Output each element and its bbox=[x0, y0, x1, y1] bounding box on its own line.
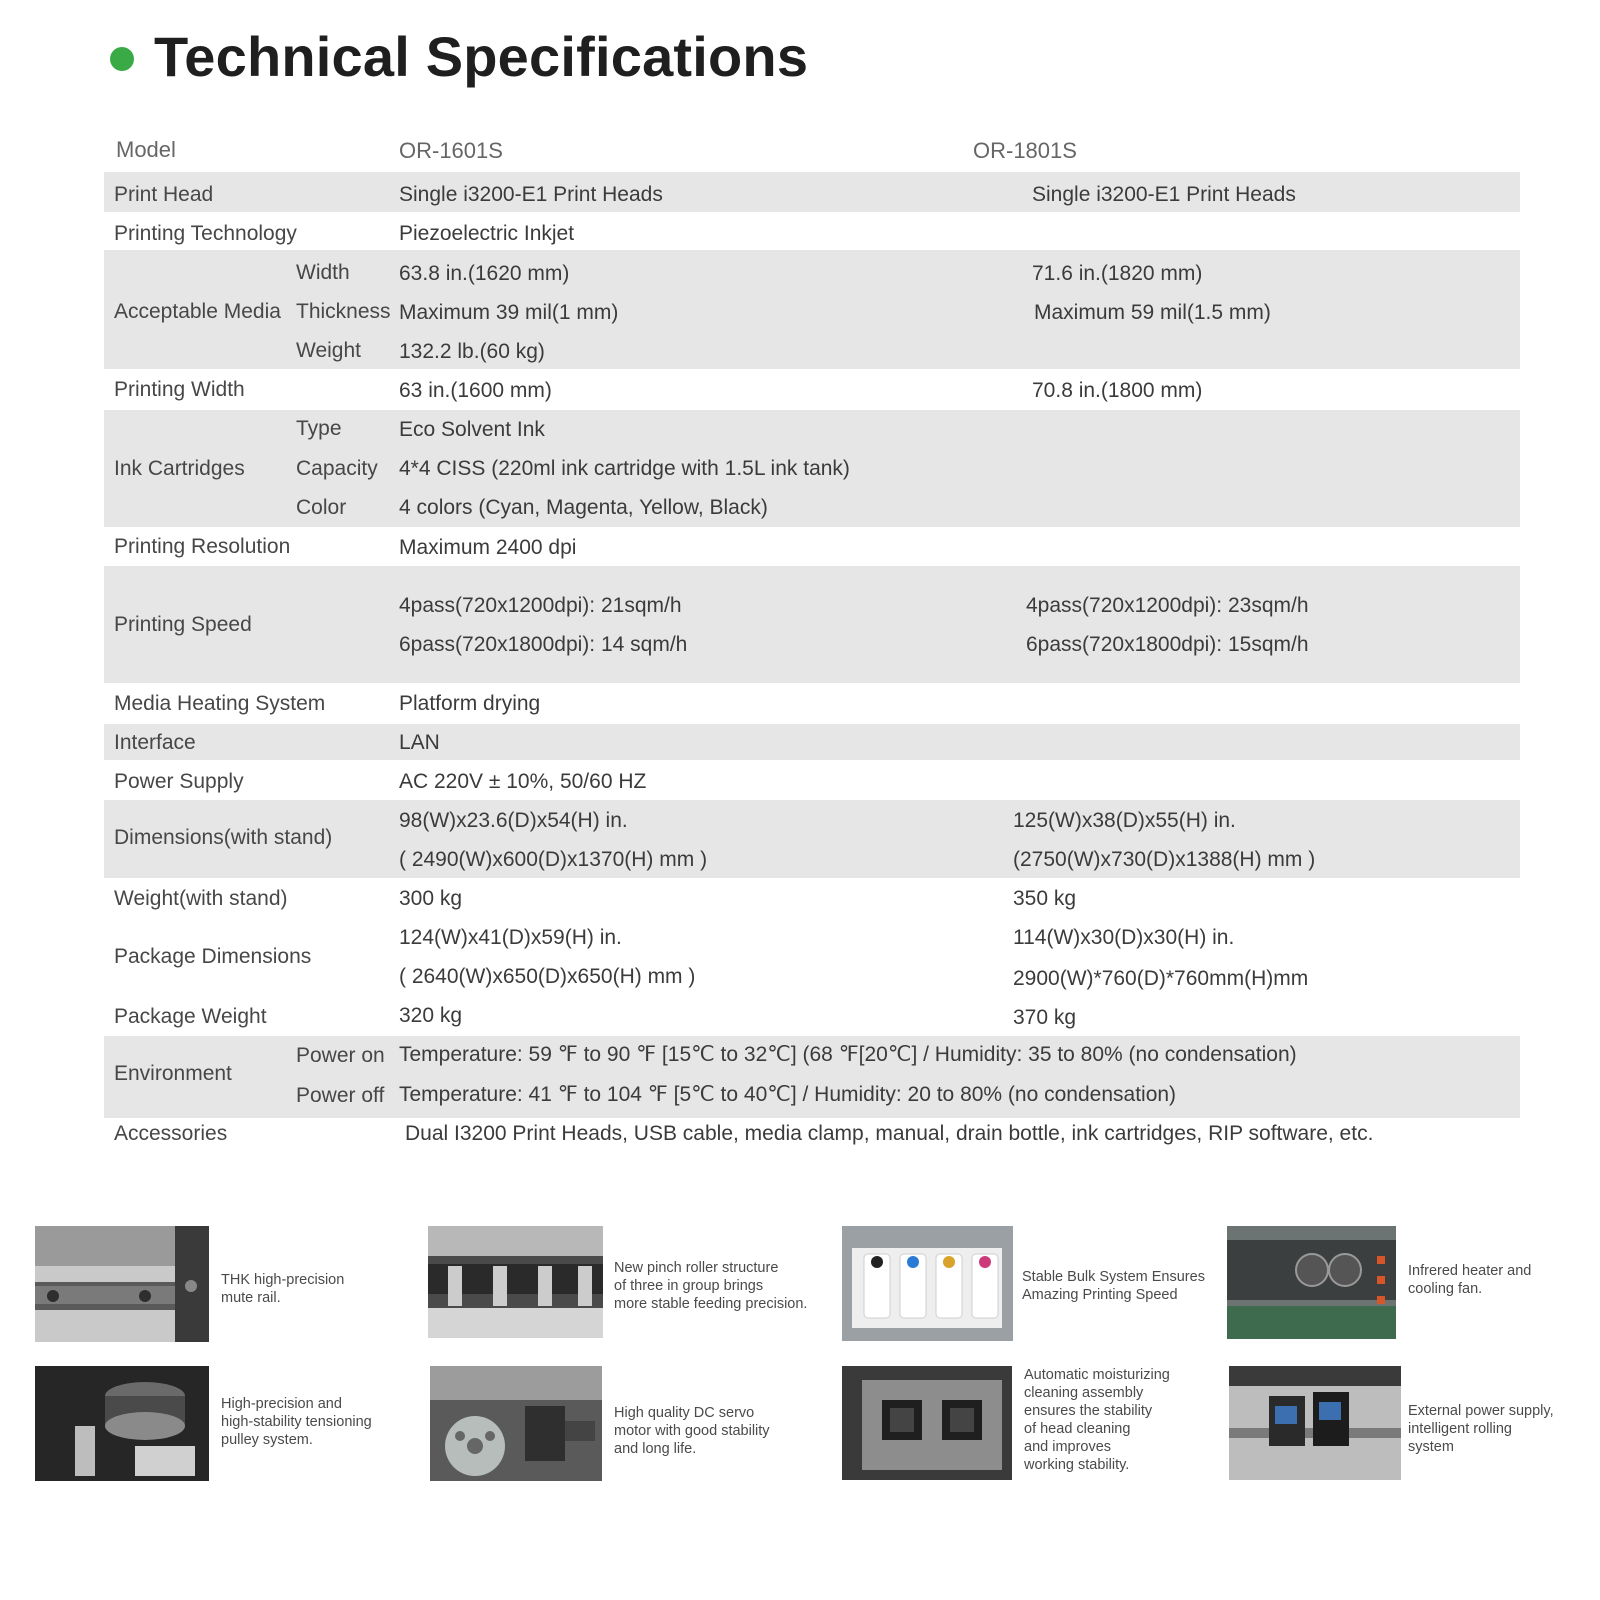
printing-width-v1: 63 in.(1600 mm) bbox=[399, 379, 552, 402]
media-heating-label: Media Heating System bbox=[114, 692, 326, 715]
feature-caption bbox=[614, 1259, 807, 1313]
caption-line: External power supply, bbox=[1408, 1403, 1554, 1419]
tension-pulley-photo bbox=[35, 1366, 209, 1481]
media-width-v2: 71.6 in.(1820 mm) bbox=[1032, 262, 1203, 285]
ink-capacity-sub: Capacity bbox=[296, 457, 378, 480]
caption-line: of head cleaning bbox=[1024, 1421, 1131, 1437]
dimensions-label: Dimensions(with stand) bbox=[114, 826, 333, 849]
power-supply-label: Power Supply bbox=[114, 770, 244, 793]
printing-technology-label: Printing Technology bbox=[114, 222, 297, 245]
caption-line: high-stability tensioning bbox=[221, 1414, 372, 1430]
media-weight-sub: Weight bbox=[296, 339, 361, 362]
bulk-ink-system-photo bbox=[842, 1226, 1013, 1341]
feature-caption bbox=[614, 1404, 770, 1458]
caption-line: and long life. bbox=[614, 1441, 697, 1457]
printing-speed-label: Printing Speed bbox=[114, 613, 252, 636]
printing-resolution-v1: Maximum 2400 dpi bbox=[399, 536, 577, 559]
power-supply-v1: AC 220V ± 10%, 50/60 HZ bbox=[399, 770, 647, 793]
caption-line: ensures the stability bbox=[1024, 1403, 1153, 1419]
feature-caption bbox=[221, 1395, 372, 1449]
accessories-label: Accessories bbox=[114, 1122, 228, 1145]
green-bullet-icon bbox=[110, 47, 134, 71]
printing-speed-l2-v1: 6pass(720x1800dpi): 14 sqm/h bbox=[399, 633, 688, 656]
print-head-v1: Single i3200-E1 Print Heads bbox=[399, 183, 663, 206]
caption-line: Infrered heater and bbox=[1408, 1263, 1532, 1279]
caption-line: Automatic moisturizing bbox=[1024, 1367, 1170, 1383]
power-on-v1: Temperature: 59 ℉ to 90 ℉ [15℃ to 32℃] (68 ℉[20℃] / Humidity: 35 to 80% (no condensation) bbox=[399, 1043, 1297, 1066]
caption-line: intelligent rolling bbox=[1408, 1421, 1512, 1437]
moisturizing-assembly-photo bbox=[842, 1366, 1012, 1480]
mute-rail-photo bbox=[35, 1226, 209, 1342]
printing-technology-v1: Piezoelectric Inkjet bbox=[399, 222, 575, 245]
media-thickness-v2: Maximum 59 mil(1.5 mm) bbox=[1034, 301, 1271, 324]
heater-fan-photo bbox=[1227, 1226, 1396, 1339]
package-weight-label: Package Weight bbox=[114, 1005, 267, 1028]
caption-line: Stable Bulk System Ensures bbox=[1022, 1269, 1205, 1285]
ink-capacity-v1: 4*4 CISS (220ml ink cartridge with 1.5L ink tank) bbox=[399, 457, 850, 480]
package-dimensions-l1-v2: 114(W)x30(D)x30(H) in. bbox=[1013, 926, 1235, 949]
caption-line: pulley system. bbox=[221, 1432, 313, 1448]
media-heating-v1: Platform drying bbox=[399, 692, 541, 715]
feature-caption bbox=[1022, 1268, 1205, 1304]
ink-cartridges-label: Ink Cartridges bbox=[114, 457, 245, 480]
weight-label: Weight(with stand) bbox=[114, 887, 288, 910]
model-col2: OR-1801S bbox=[973, 138, 1077, 163]
weight-v2: 350 kg bbox=[1013, 887, 1077, 910]
power-off-v1: Temperature: 41 ℉ to 104 ℉ [5℃ to 40℃] / Humidity: 20 to 80% (no condensation) bbox=[399, 1083, 1177, 1106]
weight-v1: 300 kg bbox=[399, 887, 463, 910]
band-interface bbox=[104, 724, 1520, 760]
media-thickness-sub: Thickness bbox=[296, 300, 391, 323]
caption-line: New pinch roller structure bbox=[614, 1260, 779, 1276]
accessories-v1: Dual I3200 Print Heads, USB cable, media clamp, manual, drain bottle, ink cartridges, RIP software, etc. bbox=[405, 1122, 1374, 1145]
printing-resolution-label: Printing Resolution bbox=[114, 535, 291, 558]
acceptable-media-label: Acceptable Media bbox=[114, 300, 281, 323]
power-on-sub: Power on bbox=[296, 1044, 385, 1067]
model-label: Model bbox=[116, 137, 176, 162]
caption-line: of three in group brings bbox=[614, 1278, 764, 1294]
dimensions-l2-v2: (2750(W)x730(D)x1388(H) mm ) bbox=[1013, 848, 1316, 871]
media-width-sub: Width bbox=[296, 261, 350, 284]
media-thickness-v1: Maximum 39 mil(1 mm) bbox=[399, 301, 619, 324]
band-print-head bbox=[104, 172, 1520, 212]
printing-speed-l1-v2: 4pass(720x1200dpi): 23sqm/h bbox=[1026, 594, 1309, 617]
print-head-label: Print Head bbox=[114, 183, 214, 206]
dimensions-l2-v1: ( 2490(W)x600(D)x1370(H) mm ) bbox=[399, 848, 708, 871]
servo-motor-photo bbox=[430, 1366, 602, 1481]
package-dimensions-l2-v1: ( 2640(W)x650(D)x650(H) mm ) bbox=[399, 965, 696, 988]
page-title: Technical Specifications bbox=[154, 24, 809, 88]
interface-v1: LAN bbox=[399, 731, 440, 754]
caption-line: Amazing Printing Speed bbox=[1022, 1287, 1178, 1303]
power-supply-rolling-photo bbox=[1229, 1366, 1401, 1480]
caption-line: system bbox=[1408, 1439, 1454, 1455]
page-header bbox=[110, 26, 808, 86]
feature-caption bbox=[1408, 1402, 1554, 1456]
caption-line: mute rail. bbox=[221, 1290, 281, 1306]
caption-line: and improves bbox=[1024, 1439, 1112, 1455]
ink-color-v1: 4 colors (Cyan, Magenta, Yellow, Black) bbox=[399, 496, 768, 519]
band-printing-speed bbox=[104, 566, 1520, 683]
package-weight-v2: 370 kg bbox=[1013, 1006, 1077, 1029]
package-weight-v1: 320 kg bbox=[399, 1004, 463, 1027]
dimensions-l1-v2: 125(W)x38(D)x55(H) in. bbox=[1013, 809, 1236, 832]
power-off-sub: Power off bbox=[296, 1084, 385, 1107]
feature-caption bbox=[221, 1271, 344, 1307]
printing-speed-l1-v1: 4pass(720x1200dpi): 21sqm/h bbox=[399, 594, 682, 617]
pinch-roller-photo bbox=[428, 1226, 603, 1338]
feature-caption bbox=[1408, 1262, 1531, 1298]
printing-speed-l2-v2: 6pass(720x1800dpi): 15sqm/h bbox=[1026, 633, 1309, 656]
ink-color-sub: Color bbox=[296, 496, 347, 519]
caption-line: THK high-precision bbox=[221, 1272, 345, 1288]
feature-caption bbox=[1024, 1366, 1170, 1474]
media-width-v1: 63.8 in.(1620 mm) bbox=[399, 262, 570, 285]
package-dimensions-label: Package Dimensions bbox=[114, 945, 312, 968]
ink-type-sub: Type bbox=[296, 417, 342, 440]
printing-width-v2: 70.8 in.(1800 mm) bbox=[1032, 379, 1203, 402]
environment-label: Environment bbox=[114, 1062, 232, 1085]
package-dimensions-l1-v1: 124(W)x41(D)x59(H) in. bbox=[399, 926, 622, 949]
caption-line: cooling fan. bbox=[1408, 1281, 1483, 1297]
dimensions-l1-v1: 98(W)x23.6(D)x54(H) in. bbox=[399, 809, 628, 832]
package-dimensions-l2-v2: 2900(W)*760(D)*760mm(H)mm bbox=[1013, 967, 1309, 990]
caption-line: High quality DC servo bbox=[614, 1405, 755, 1421]
caption-line: working stability. bbox=[1024, 1457, 1130, 1473]
interface-label: Interface bbox=[114, 731, 196, 754]
caption-line: more stable feeding precision. bbox=[614, 1296, 808, 1312]
media-weight-v1: 132.2 lb.(60 kg) bbox=[399, 340, 545, 363]
caption-line: cleaning assembly bbox=[1024, 1385, 1144, 1401]
printing-width-label: Printing Width bbox=[114, 378, 245, 401]
print-head-v2: Single i3200-E1 Print Heads bbox=[1032, 183, 1296, 206]
caption-line: motor with good stability bbox=[614, 1423, 770, 1439]
caption-line: High-precision and bbox=[221, 1396, 342, 1412]
model-col1: OR-1601S bbox=[399, 138, 503, 163]
ink-type-v1: Eco Solvent Ink bbox=[399, 418, 545, 441]
